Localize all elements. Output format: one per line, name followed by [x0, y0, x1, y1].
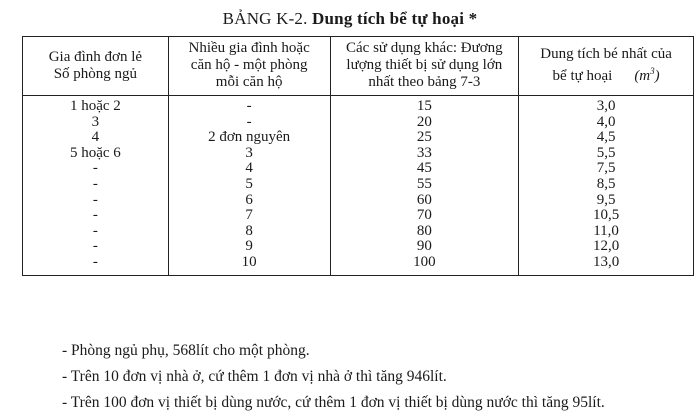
table-row — [23, 130, 694, 146]
cell-bedrooms: - — [23, 161, 169, 177]
header-single-family — [23, 37, 169, 96]
unit-exponent: 3 — [650, 66, 655, 76]
cell-fixture-units: 60 — [330, 193, 519, 209]
unit-close: ) — [654, 68, 660, 84]
cell-fixture-units: 55 — [330, 177, 519, 193]
table-row — [23, 115, 694, 131]
table-row — [23, 177, 694, 193]
unit-label — [634, 68, 659, 84]
header-row — [23, 37, 694, 96]
header-line: nhất theo bảng 7-3 — [368, 74, 481, 90]
cell-bedrooms: - — [23, 224, 169, 240]
header-multi-family — [168, 37, 330, 96]
cell-capacity: 12,0 — [519, 239, 694, 255]
cell-bedrooms: - — [23, 239, 169, 255]
header-line: Nhiều gia đình hoặc — [188, 40, 310, 56]
table-row — [23, 161, 694, 177]
cell-capacity: 4,5 — [519, 130, 694, 146]
header-line: Số phòng ngủ — [53, 65, 138, 82]
cell-units: 9 — [168, 239, 330, 255]
cell-bedrooms: 4 — [23, 130, 169, 146]
cell-fixture-units: 80 — [330, 224, 519, 240]
footnote: - Trên 10 đơn vị nhà ở, cứ thêm 1 đơn vị nhà ở thì tăng 946lít. — [62, 368, 447, 385]
table-row — [23, 255, 694, 275]
cell-units: 8 — [168, 224, 330, 240]
cell-capacity: 10,5 — [519, 208, 694, 224]
table-number: BẢNG K-2. — [222, 9, 308, 28]
cell-capacity: 8,5 — [519, 177, 694, 193]
cell-units: - — [168, 96, 330, 115]
cell-bedrooms: - — [23, 177, 169, 193]
cell-bedrooms: 1 hoặc 2 — [23, 96, 169, 115]
table-row — [23, 146, 694, 162]
cell-bedrooms: 5 hoặc 6 — [23, 146, 169, 162]
cell-bedrooms: 3 — [23, 115, 169, 131]
cell-capacity: 9,5 — [519, 193, 694, 209]
cell-fixture-units: 100 — [330, 255, 519, 275]
footnotes — [62, 338, 605, 416]
header-line: lượng thiết bị sử dụng lớn — [346, 57, 503, 73]
cell-fixture-units: 33 — [330, 146, 519, 162]
cell-bedrooms: - — [23, 193, 169, 209]
header-line: mỗi căn hộ — [215, 74, 283, 90]
cell-units: 4 — [168, 161, 330, 177]
cell-units: 2 đơn nguyên — [168, 130, 330, 146]
table-title — [0, 9, 700, 29]
table-row — [23, 96, 694, 115]
cell-capacity: 13,0 — [519, 255, 694, 275]
header-other-uses — [330, 37, 519, 96]
cell-capacity: 5,5 — [519, 146, 694, 162]
cell-bedrooms: - — [23, 255, 169, 275]
header-line-with-unit — [523, 63, 689, 85]
table-row — [23, 208, 694, 224]
unit-base: (m — [634, 68, 651, 84]
header-line: Dung tích bé nhất của — [540, 46, 672, 62]
footnote: - Trên 100 đơn vị thiết bị dùng nước, cứ thêm 1 đơn vị thiết bị dùng nước thì tăng 95lít. — [62, 394, 605, 411]
cell-bedrooms: - — [23, 208, 169, 224]
cell-units: 3 — [168, 146, 330, 162]
cell-units: 10 — [168, 255, 330, 275]
header-min-capacity — [519, 37, 694, 96]
footnote: - Phòng ngủ phụ, 568lít cho một phòng. — [62, 342, 310, 359]
cell-capacity: 3,0 — [519, 96, 694, 115]
table-row — [23, 239, 694, 255]
cell-units: 7 — [168, 208, 330, 224]
header-line: Các sử dụng khác: Đương — [346, 40, 503, 56]
cell-capacity: 11,0 — [519, 224, 694, 240]
cell-units: 6 — [168, 193, 330, 209]
table-row — [23, 224, 694, 240]
cell-fixture-units: 20 — [330, 115, 519, 131]
septic-tank-capacity-table — [22, 36, 694, 276]
header-line: căn hộ - một phòng — [190, 57, 308, 73]
cell-fixture-units: 90 — [330, 239, 519, 255]
cell-units: 5 — [168, 177, 330, 193]
cell-capacity: 4,0 — [519, 115, 694, 131]
cell-capacity: 7,5 — [519, 161, 694, 177]
cell-fixture-units: 15 — [330, 96, 519, 115]
cell-units: - — [168, 115, 330, 131]
cell-fixture-units: 70 — [330, 208, 519, 224]
header-line: bể tự hoại — [552, 68, 613, 84]
table-row — [23, 193, 694, 209]
table-name: Dung tích bể tự hoại * — [312, 9, 478, 28]
cell-fixture-units: 45 — [330, 161, 519, 177]
cell-fixture-units: 25 — [330, 130, 519, 146]
header-line: Gia đình đơn lẻ — [48, 48, 143, 65]
